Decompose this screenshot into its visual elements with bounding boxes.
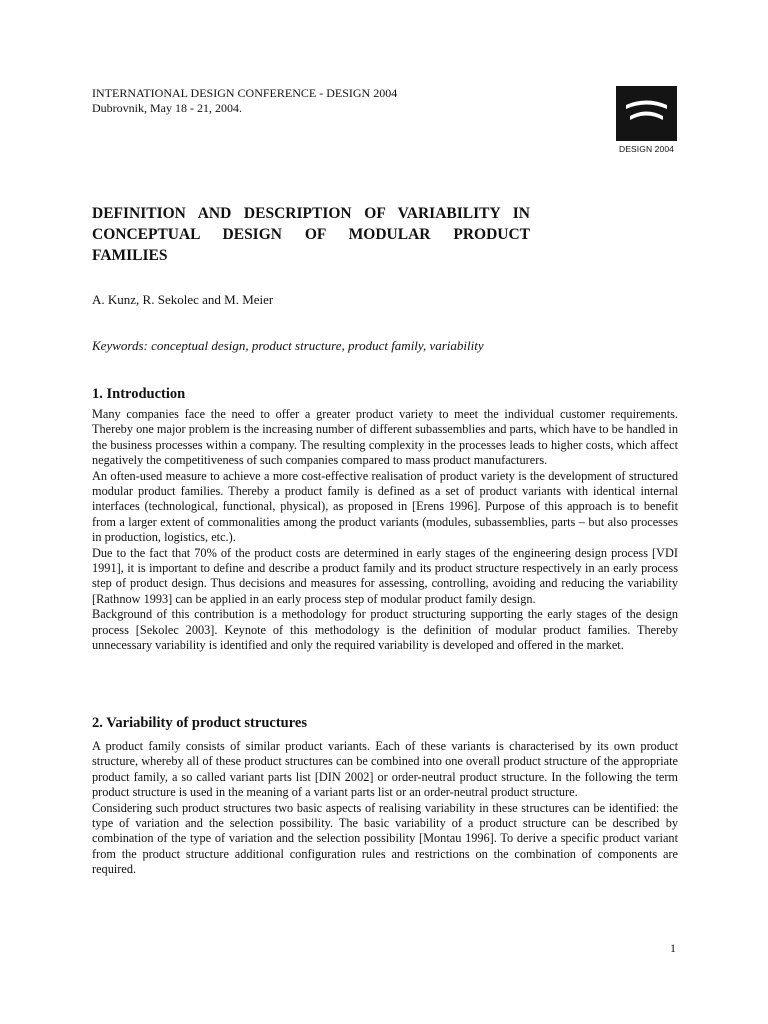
paragraph: Considering such product structures two basic aspects of realising variability in these structures can be identified: the type of variation and the selection possibility. The basic variability of a product structure can be described by combination of the type of variation and the selection possibility [Montau 1996]. To derive a specific product variant from the product structure additional configuration rules and restrictions on the combination of components are required. xyxy=(92,800,678,877)
conference-header xyxy=(92,86,397,116)
section-heading-introduction: 1. Introduction xyxy=(92,386,186,402)
paper-authors: A. Kunz, R. Sekolec and M. Meier xyxy=(92,292,274,307)
paragraph: A product family consists of similar product variants. Each of these variants is characterised by its own product structure, whereby all of these product structures can be combined into one overall product structure of the appropriate product family, a so called variant parts list [DIN 2002] or order-neutral product structure. In the following the term product structure is used in the meaning of a variant parts list or an order-neutral product structure. xyxy=(92,739,678,800)
section-body-variability xyxy=(92,739,678,878)
bridge-arch-logo-icon xyxy=(616,86,677,141)
page-number: 1 xyxy=(670,941,676,955)
paragraph: Due to the fact that 70% of the product costs are determined in early stages of the engineering design process [VDI 1991], it is important to define and describe a product family and its product structure respectively in an early process step of product design. Thus decisions and measures for assessing, controlling, avoiding and reducing the variability [Rathnow 1993] can be applied in an early process step of modular product family design. xyxy=(92,545,678,606)
section-heading-variability: 2. Variability of product structures xyxy=(92,715,307,731)
paper-keywords: Keywords: conceptual design, product structure, product family, variability xyxy=(92,338,484,353)
conference-logo xyxy=(616,86,677,154)
conference-name: INTERNATIONAL DESIGN CONFERENCE - DESIGN 2004 xyxy=(92,86,398,100)
paper-title: DEFINITION AND DESCRIPTION OF VARIABILITY IN CONCEPTUAL DESIGN OF MODULAR PRODUCT FAMILIES xyxy=(92,205,530,264)
paragraph: Background of this contribution is a methodology for product structuring supporting the early stages of the design process [Sekolec 2003]. Keynote of this methodology is the definition of modular product families. Thereby unnecessary variability is identified and only the required variability is developed and offered in the market. xyxy=(92,607,678,653)
logo-caption: DESIGN 2004 xyxy=(619,144,674,154)
paragraph: An often-used measure to achieve a more cost-effective realisation of product variety is the development of structured modular product families. Thereby a product family is defined as a set of product variants with identical internal interfaces (technological, functional, physical), as proposed in [Erens 1996]. Purpose of this approach is to benefit from a larger extent of commonalities among the product variants (modules, subassemblies, parts – but also processes in production, logistics, etc.). xyxy=(92,468,678,545)
conference-location-date: Dubrovnik, May 18 - 21, 2004. xyxy=(92,101,242,115)
section-body-introduction xyxy=(92,407,678,654)
paragraph: Many companies face the need to offer a greater product variety to meet the individual customer requirements. Thereby one major problem is the increasing number of different subassemblies and parts, which have to be handled in the business processes within a company. The resulting complexity in the processes leads to higher costs, which affect negatively the competitiveness of such companies compared to mass product manufacturers. xyxy=(92,407,678,468)
